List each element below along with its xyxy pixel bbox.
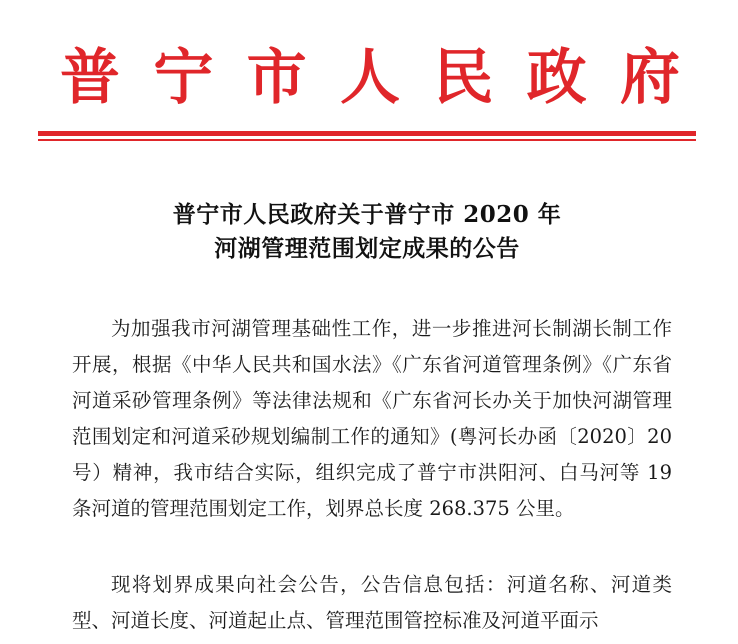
- masthead-rule-thin: [38, 139, 696, 141]
- body-paragraph-1: [72, 311, 672, 527]
- masthead-char: 普: [60, 43, 120, 113]
- document-title-line-2: 河湖管理范围划定成果的公告: [214, 235, 520, 262]
- masthead-char: 政: [526, 43, 587, 113]
- masthead-char: 人: [339, 43, 400, 113]
- masthead-char: 民: [433, 43, 494, 113]
- masthead-char: 府: [619, 43, 680, 113]
- government-masthead: [60, 40, 680, 116]
- masthead-rule-thick: [38, 131, 696, 136]
- document-title-line-1: 普宁市人民政府关于普宁市 2020 年: [172, 201, 562, 228]
- masthead-char: 宁: [153, 43, 214, 113]
- paragraph-text: 为加强我市河湖管理基础性工作，进一步推进河长制湖长制工作开展，根据《中华人民共和国水法》《广东省河道管理条例》《广东省河道采砂管理条例》等法律法规和《广东省河长办关于加快河湖管理范围划定和河道采砂规划编制工作的通知》(粤河长办函〔2020〕20 号）精神，我市结合实际，组织完成了普宁市洪阳河、白马河等 19 条河道的管理范围划定工作，划界总长度 268.375 公里。: [72, 317, 672, 520]
- masthead-char: 市: [246, 43, 307, 113]
- paragraph-text: 现将划界成果向社会公告，公告信息包括：河道名称、河道类型、河道长度、河道起止点、管理范围管控标准及河道平面示: [72, 573, 672, 632]
- body-paragraph-2: [72, 567, 672, 639]
